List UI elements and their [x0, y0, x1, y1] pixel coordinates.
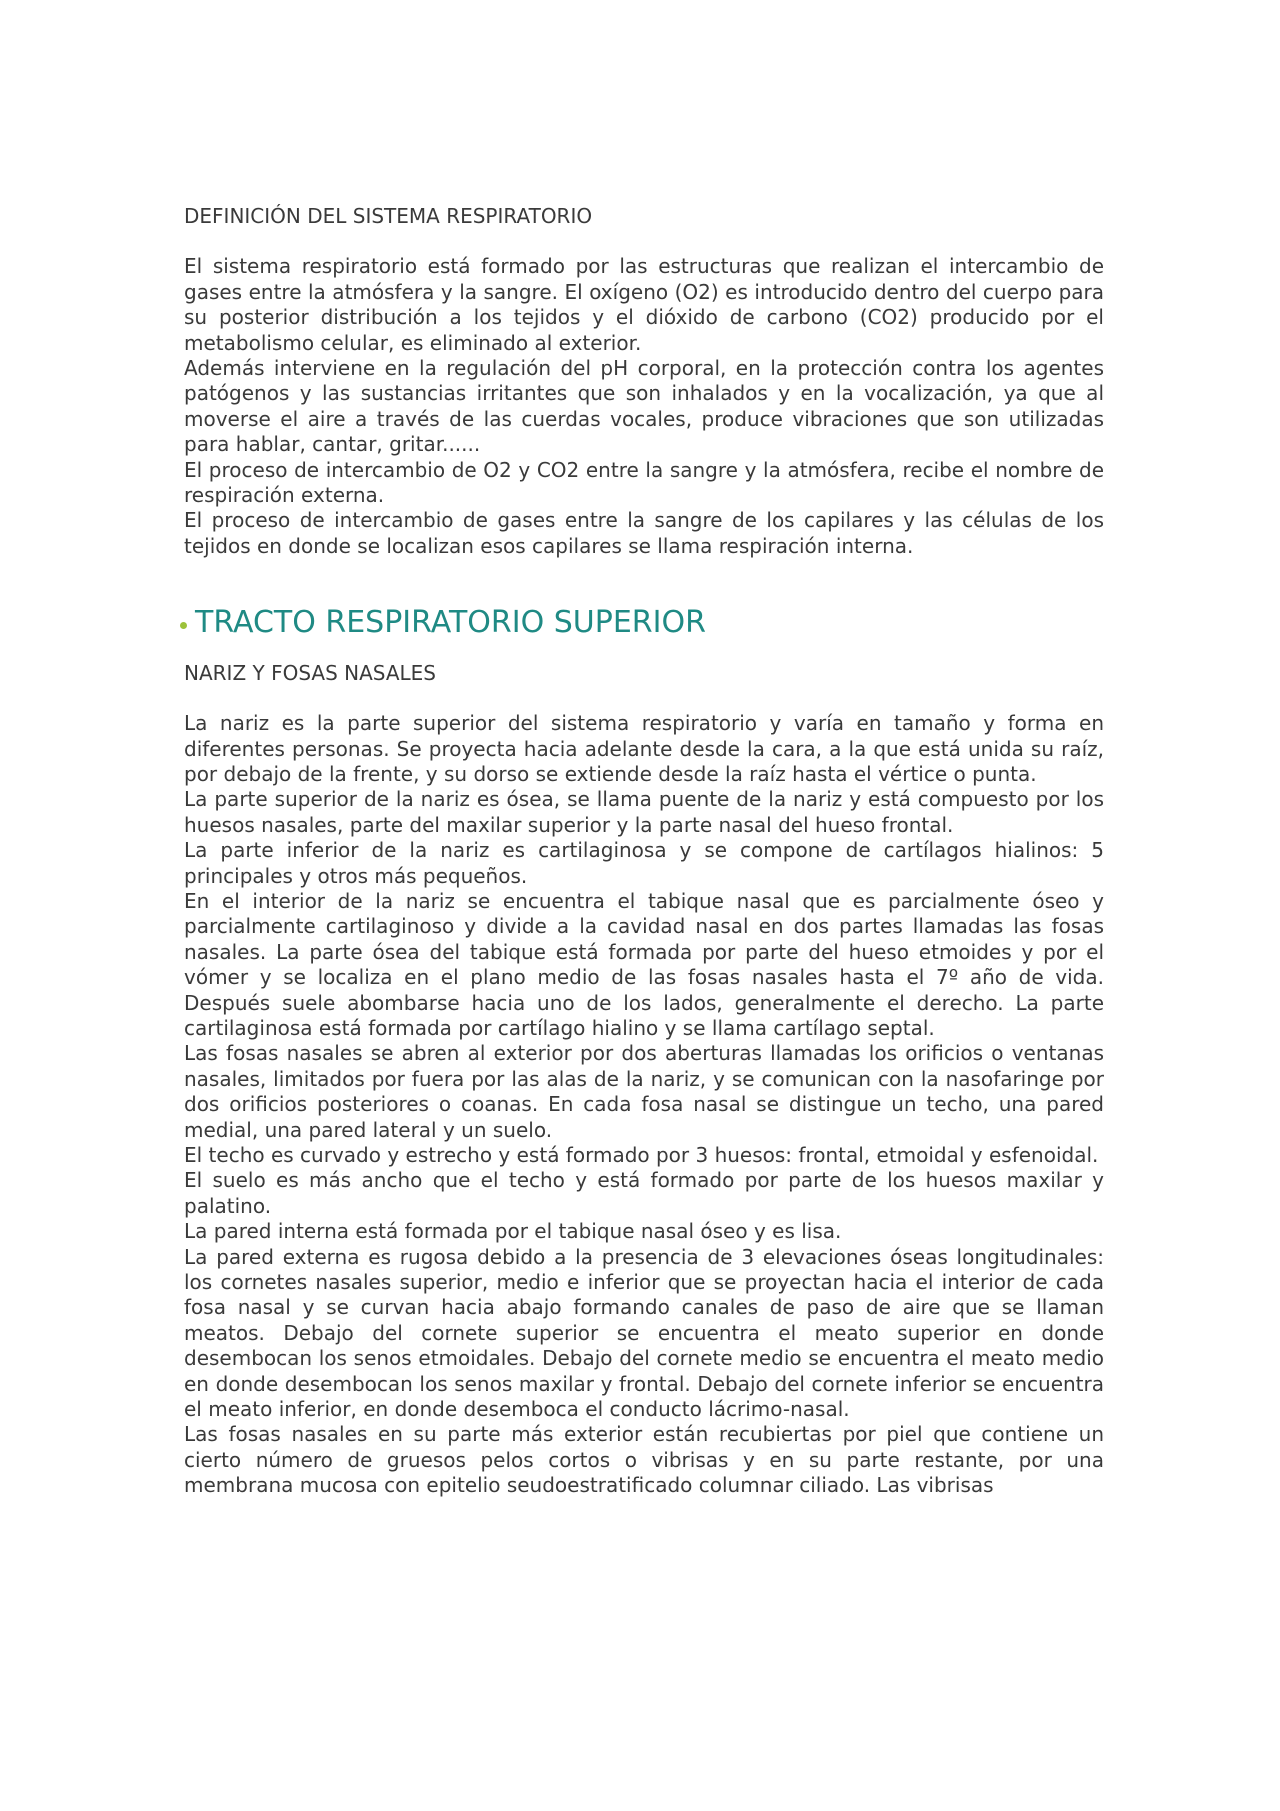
paragraph: El sistema respiratorio está formado por las estructuras que realizan el intercambio de gases entre la atmósfera y la sangre. El oxígeno (O2) es introducido dentro del cuerpo para su posterior distribución a los tejidos y el dióxido de carbono (CO2) producido por el metabolismo celular, es eliminado al exterior.	[184, 254, 1104, 355]
paragraph: La pared externa es rugosa debido a la presencia de 3 elevaciones óseas longitudinales: los cornetes nasales superior, medio e inferior que se proyectan hacia el interior de cada fosa nasal y se curvan hacia abajo formando canales de paso de aire que se llaman meatos. Debajo del cornete superior se encuentra el meato superior en donde desembocan los senos etmoidales. Debajo del cornete medio se encuentra el meato medio en donde desembocan los senos maxilar y frontal. Debajo del cornete inferior se encuentra el meato inferior, en donde desemboca el conducto lácrimo-nasal.	[184, 1244, 1104, 1422]
subsection-heading: NARIZ Y FOSAS NASALES	[184, 660, 436, 685]
document-title: DEFINICIÓN DEL SISTEMA RESPIRATORIO	[184, 204, 593, 228]
section-heading-text: TRACTO RESPIRATORIO SUPERIOR	[195, 605, 706, 641]
document-page	[184, 204, 1104, 1499]
spacer	[184, 229, 1104, 254]
paragraph: La pared interna está formada por el tabique nasal óseo y es lisa.	[184, 1219, 842, 1244]
paragraph: La parte inferior de la nariz es cartilaginosa y se compone de cartílagos hialinos: 5 principales y otros más pequeños.	[184, 838, 1104, 888]
paragraph: El suelo es más ancho que el techo y está formado por parte de los huesos maxilar y palatino.	[184, 1168, 1104, 1218]
paragraph: El proceso de intercambio de gases entre la sangre de los capilares y las células de los tejidos en donde se localizan esos capilares se llama respiración interna.	[184, 508, 1104, 558]
spacer	[184, 559, 1104, 610]
paragraph: Las fosas nasales se abren al exterior por dos aberturas llamadas los orificios o ventanas nasales, limitados por fuera por las alas de la nariz, y se comunican con la nasofaringe por dos orificios posteriores o coanas. En cada fosa nasal se distingue un techo, una pared medial, una pared lateral y un suelo.	[184, 1041, 1104, 1142]
spacer	[184, 686, 1104, 711]
section-heading	[180, 605, 1100, 641]
paragraph: Además interviene en la regulación del pH corporal, en la protección contra los agentes patógenos y las sustancias irritantes que son inhalados y en la vocalización, ya que al moverse el aire a través de las cuerdas vocales, produce vibraciones que son utilizadas para hablar, cantar, gritar......	[184, 356, 1104, 457]
paragraph: En el interior de la nariz se encuentra el tabique nasal que es parcialmente óseo y parcialmente cartilaginoso y divide a la cavidad nasal en dos partes llamadas las fosas nasales. La parte ósea del tabique está formada por parte del hueso etmoides y por el vómer y se localiza en el plano medio de las fosas nasales hasta el 7º año de vida. Después suele abombarse hacia uno de los lados, generalmente el derecho. La parte cartilaginosa está formada por cartílago hialino y se llama cartílago septal.	[184, 888, 1104, 1040]
paragraph: El proceso de intercambio de O2 y CO2 entre la sangre y la atmósfera, recibe el nombre de respiración externa.	[184, 457, 1104, 508]
paragraph: El techo es curvado y estrecho y está formado por 3 huesos: frontal, etmoidal y esfenoidal.	[184, 1143, 1099, 1167]
paragraph: La parte superior de la nariz es ósea, se llama puente de la nariz y está compuesto por los huesos nasales, parte del maxilar superior y la parte nasal del hueso frontal.	[184, 787, 1104, 837]
bullet-icon	[180, 622, 187, 629]
paragraph: Las fosas nasales en su parte más exterior están recubiertas por piel que contiene un cierto número de gruesos pelos cortos o vibrisas y en su parte restante, por una membrana mucosa con epitelio seudoestratificado columnar ciliado. Las vibrisas	[184, 1422, 1104, 1498]
paragraph: La nariz es la parte superior del sistema respiratorio y varía en tamaño y forma en diferentes personas. Se proyecta hacia adelante desde la cara, a la que está unida su raíz, por debajo de la frente, y su dorso se extiende desde la raíz hasta el vértice o punta.	[184, 711, 1104, 786]
